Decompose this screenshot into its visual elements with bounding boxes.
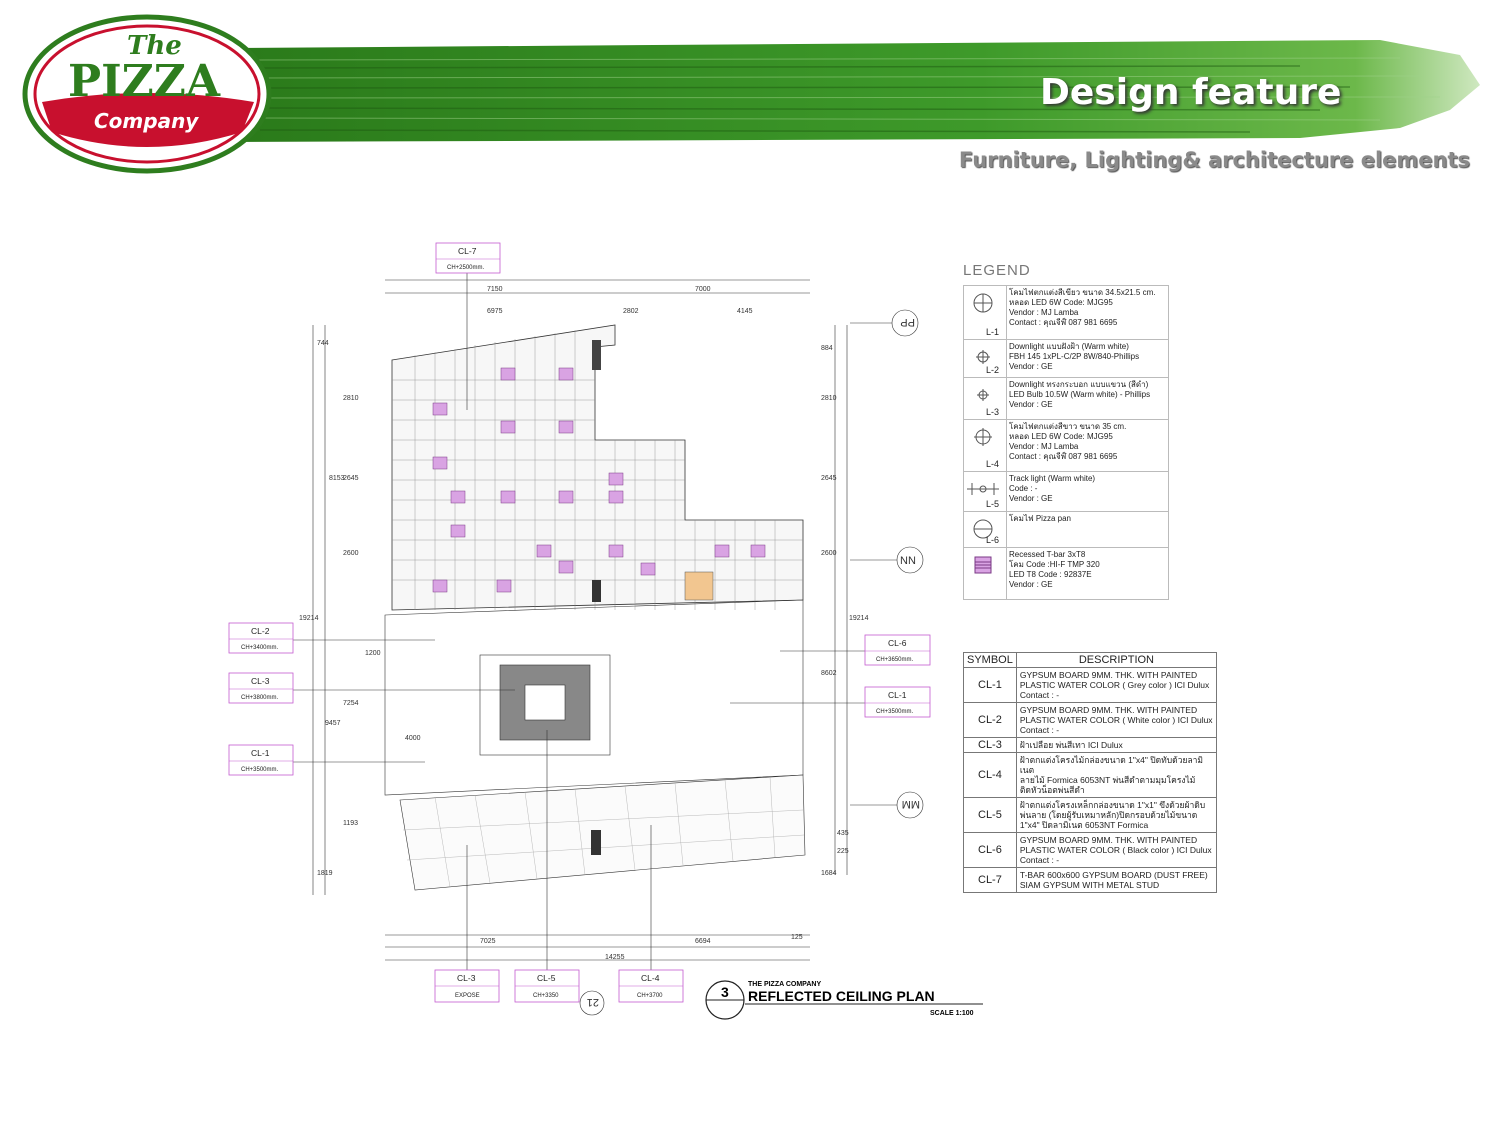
table-row: CL-4 ฝ้าตกแต่งโครงไม้กล่องขนาด 1"x4" ปิดทับด้วยลามิเนต ลายไม้ Formica 6053NT พ่นสีดำตามมุมโครงไม้ ติดหัวน็อตพ่นสีดำ	[964, 753, 1217, 798]
dim-left-3: 8153	[329, 475, 345, 482]
description-header: DESCRIPTION	[1016, 653, 1216, 668]
symbol-table-header	[964, 653, 1217, 668]
grid-label-pp: PP	[900, 316, 915, 328]
tag-cl4-code: CL-4	[641, 973, 660, 983]
dim-bottom-4: 125	[791, 934, 803, 941]
symbol-table	[963, 652, 1217, 893]
dim-left-8: 7254	[343, 700, 359, 707]
dim-right-4: 2600	[821, 550, 837, 557]
tag-cl1-right-height: CH+3500mm.	[876, 709, 914, 715]
legend-row	[964, 472, 1169, 512]
caption-scale: SCALE 1:100	[930, 1010, 974, 1017]
legend-symbol	[964, 512, 1007, 548]
dim-right-8: 435	[837, 830, 849, 837]
legend-table	[963, 285, 1169, 600]
reflected-ceiling-plan	[225, 235, 990, 1035]
legend-symbol	[964, 340, 1007, 378]
symbol-header: SYMBOL	[964, 653, 1017, 668]
dim-top-5: 4145	[737, 308, 753, 315]
pendant-light-icon	[972, 292, 994, 314]
tag-cl5-code: CL-5	[537, 973, 556, 983]
tag-cl2-code: CL-2	[251, 626, 270, 636]
legend-desc: Track light (Warm white) Code : - Vendor : GE	[1007, 472, 1169, 512]
legend-code: L-1	[986, 327, 1000, 337]
dim-top-2: 7000	[695, 286, 711, 293]
table-row: CL-1 GYPSUM BOARD 9MM. THK. WITH PAINTED PLASTIC WATER COLOR ( Grey color ) ICI Dulux Contact : -	[964, 668, 1217, 703]
table-row: CL-3 ฝ้าเปลือย พ่นสีเทา ICI Dulux	[964, 738, 1217, 753]
caption-number: 3	[721, 984, 729, 1000]
legend-code: L-4	[986, 459, 1000, 469]
legend-row	[964, 286, 1169, 340]
legend-desc: Downlight แบบฝังฝ้า (Warm white) FBH 145 1xPL-C/2P 8W/840-Phillips Vendor : GE	[1007, 340, 1169, 378]
dim-left-11: 1193	[343, 820, 359, 827]
table-row: CL-6 GYPSUM BOARD 9MM. THK. WITH PAINTED PLASTIC WATER COLOR ( Black color ) ICI Dulux Contact : -	[964, 833, 1217, 868]
caption-title: REFLECTED CEILING PLAN	[748, 988, 935, 1004]
tag-cl6-height: CH+3650mm.	[876, 657, 914, 663]
tag-cl6-code: CL-6	[888, 638, 907, 648]
dim-right-3: 2645	[821, 475, 837, 482]
tag-cl4-height: CH+3700	[637, 993, 663, 999]
pendant-white-light-icon	[972, 426, 994, 448]
legend-desc: โคมไฟตกแต่งสีขาว ขนาด 35 cm. หลอด LED 6W Code: MJG95 Vendor : MJ Lamba Contact : คุณจีฬ์ 087 981 6695	[1007, 420, 1169, 472]
legend-desc: โคมไฟตกแต่งสีเขียว ขนาด 34.5x21.5 cm. หลอด LED 6W Code: MJG95 Vendor : MJ Lamba Contact : คุณจีฬ์ 087 981 6695	[1007, 286, 1169, 340]
recessed-tbar-icon	[972, 554, 994, 576]
legend-desc: โคมไฟ Pizza pan	[1007, 512, 1169, 548]
pizza-company-logo	[22, 14, 272, 174]
drawing-caption	[705, 978, 985, 1023]
sheet-number: 21	[586, 996, 599, 1008]
legend-code: L-2	[986, 365, 1000, 375]
dim-right-6: 8602	[821, 670, 837, 677]
dim-right-5: 19214	[849, 615, 869, 622]
tag-cl7-code: CL-7	[458, 246, 477, 256]
legend-code: L-3	[986, 407, 1000, 417]
dim-left-1: 744	[317, 340, 329, 347]
dim-right-1: 884	[821, 345, 833, 352]
logo-company: Company	[94, 109, 199, 133]
legend-row	[964, 420, 1169, 472]
table-row: CL-2 GYPSUM BOARD 9MM. THK. WITH PAINTED PLASTIC WATER COLOR ( White color ) ICI Dulux Contact : -	[964, 703, 1217, 738]
dim-top-1: 7150	[487, 286, 503, 293]
table-row: CL-5 ฝ้าตกแต่งโครงเหล็กกล่องขนาด 1"x1" ขึงด้วยผ้าดิบ พ่นลาย (โดยผู้รับเหมาหลัก)ปิดกรอบด้วยไม้ขนาด 1"x4" ปิดลามิเนต 6053NT Formica	[964, 798, 1217, 833]
dim-left-6: 19214	[299, 615, 319, 622]
dim-right-2: 2810	[821, 395, 837, 402]
dim-left-4: 2645	[343, 475, 359, 482]
legend-title: LEGEND	[963, 262, 1031, 279]
legend-symbol	[964, 548, 1007, 600]
tag-cl3-code: CL-3	[251, 676, 270, 686]
tag-cl7-height: CH+2500mm.	[447, 265, 485, 271]
dim-top-3: 6975	[487, 308, 503, 315]
dim-left-7: 1200	[365, 650, 381, 657]
legend-desc: Recessed T-bar 3xT8 โคม Code :HI-F TMP 320 LED T8 Code : 92837E Vendor : GE	[1007, 548, 1169, 600]
dim-left-2: 2810	[343, 395, 359, 402]
dim-bottom-1: 7025	[480, 938, 496, 945]
grid-label-nn: NN	[900, 555, 916, 567]
logo-the: The	[127, 31, 182, 61]
dim-bottom-3: 14255	[605, 954, 625, 961]
page-subtitle: Furniture, Lighting& architecture elements	[958, 148, 1470, 172]
tag-cl1-right-code: CL-1	[888, 690, 907, 700]
legend-row	[964, 378, 1169, 420]
dim-bottom-2: 6694	[695, 938, 711, 945]
grid-label-mm: MM	[901, 798, 920, 810]
tag-cl5-height: CH+3350	[533, 993, 559, 999]
dim-right-7: 1684	[821, 870, 837, 877]
logo-pizza: PIZZA	[68, 56, 221, 107]
legend-row	[964, 548, 1169, 600]
legend-code: L-5	[986, 499, 1000, 509]
page-title: Design feature	[1040, 72, 1342, 113]
legend-row	[964, 340, 1169, 378]
dim-top-4: 2802	[623, 308, 639, 315]
caption-company: THE PIZZA COMPANY	[748, 981, 822, 988]
legend-code: L-6	[986, 535, 1000, 545]
tag-cl1-left-height: CH+3500mm.	[241, 767, 279, 773]
dim-left-5: 2600	[343, 550, 359, 557]
tag-cl3-height: CH+3800mm.	[241, 695, 279, 701]
legend-desc: Downlight ทรงกระบอก แบบแขวน (สีดำ) LED Bulb 10.5W (Warm white) - Phillips Vendor : GE	[1007, 378, 1169, 420]
table-row: CL-7 T-BAR 600x600 GYPSUM BOARD (DUST FREE) SIAM GYPSUM WITH METAL STUD	[964, 868, 1217, 893]
cylinder-downlight-icon	[972, 384, 994, 406]
legend-symbol	[964, 378, 1007, 420]
dim-left-9: 9457	[325, 720, 341, 727]
tag-cl3-bottom-height: EXPOSE	[455, 993, 480, 999]
legend-symbol	[964, 286, 1007, 340]
legend-symbol	[964, 420, 1007, 472]
tag-cl2-height: CH+3400mm.	[241, 645, 279, 651]
tag-cl3-bottom-code: CL-3	[457, 973, 476, 983]
track-light-icon	[966, 478, 1000, 500]
dim-left-10: 4000	[405, 735, 421, 742]
legend-row	[964, 512, 1169, 548]
dim-left-12: 1819	[317, 870, 333, 877]
dim-right-9: 225	[837, 848, 849, 855]
tag-cl1-left-code: CL-1	[251, 748, 270, 758]
legend-symbol	[964, 472, 1007, 512]
